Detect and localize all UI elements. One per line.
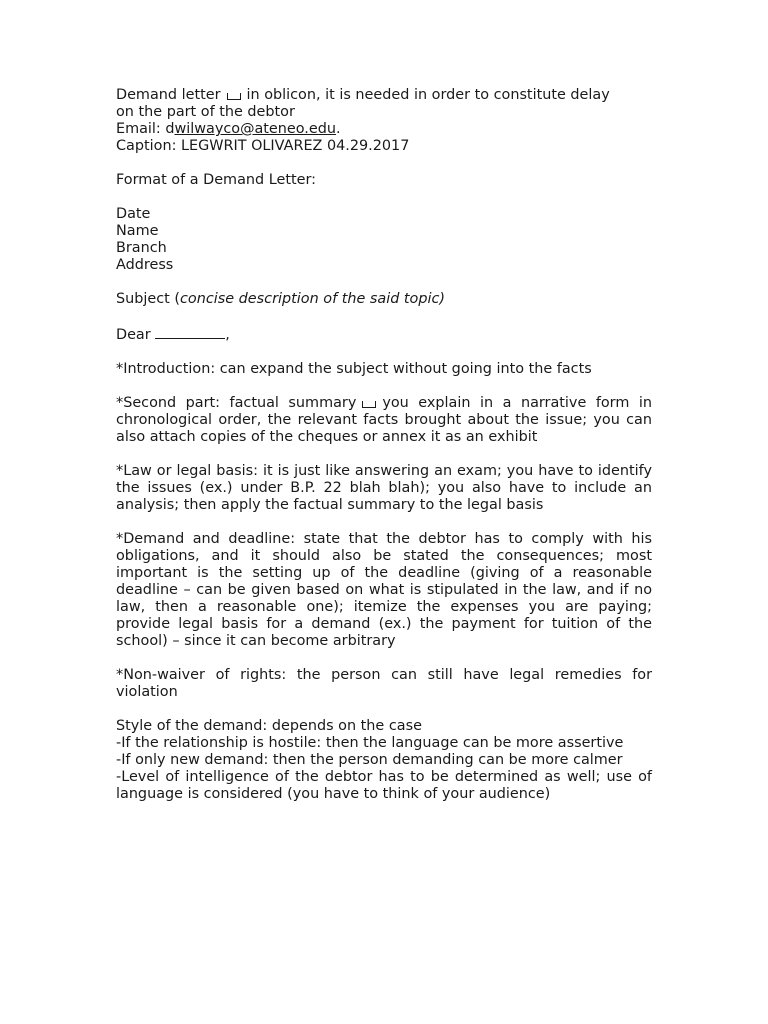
subject-line [116,291,652,308]
style-new-demand: -If only new demand: then the person demanding can be more calmer [116,752,623,768]
spacer [116,650,652,667]
dear-label: Dear [116,327,151,343]
spacer [116,155,652,172]
dear-comma: , [225,327,230,343]
style-intelligence: -Level of intelligence of the debtor has to be determined as well; use of language is considered (you have to think of your audience) [116,769,652,802]
demand-letter-rest: in oblicon, it is needed in order to constitute delay [246,87,610,103]
document-body [116,87,652,803]
email-end: . [336,121,341,137]
dear-line [116,325,652,344]
field-date: Date [116,206,151,222]
field-name: Name [116,223,159,239]
demand-letter-line [116,87,652,104]
style-title: Style of the demand: depends on the case [116,718,422,734]
placeholder-symbol-icon [227,93,241,100]
introduction-paragraph: *Introduction: can expand the subject without going into the facts [116,361,592,377]
caption-line: Caption: LEGWRIT OLIVAREZ 04.29.2017 [116,138,410,154]
spacer [116,446,652,463]
format-title: Format of a Demand Letter: [116,172,316,188]
non-waiver-paragraph: *Non-waiver of rights: the person can still have legal remedies for violation [116,667,652,700]
style-hostile: -If the relationship is hostile: then the language can be more assertive [116,735,624,751]
dear-blank [155,325,225,339]
email-link[interactable]: wilwayco@ateneo.edu [174,121,336,137]
email-label: Email: d [116,121,175,137]
spacer [116,701,652,718]
field-address: Address [116,257,174,273]
subject-description: concise description of the said topic) [180,291,446,307]
spacer [116,308,652,325]
second-part-paragraph [116,395,652,446]
spacer [116,378,652,395]
subject-label: Subject ( [116,291,180,307]
placeholder-symbol-icon [362,401,376,408]
second-part-text: you explain in a narrative form in chronological order, the relevant facts brought about the issue; you can also attach copies of the cheques or annex it as an exhibit [116,395,652,445]
spacer [116,274,652,291]
spacer [116,514,652,531]
second-part-label: *Second part: factual summary [116,395,357,411]
spacer [116,344,652,361]
email-line [116,121,652,138]
spacer [116,189,652,206]
demand-letter-line2: on the part of the debtor [116,104,295,120]
law-paragraph: *Law or legal basis: it is just like answering an exam; you have to identify the issues (ex.) under B.P. 22 blah blah); you also have to include an analysis; then apply the factual summary to the legal basis [116,463,652,513]
field-branch: Branch [116,240,167,256]
demand-deadline-paragraph: *Demand and deadline: state that the debtor has to comply with his obligations, and it should also be stated the consequences; most important is the setting up of the deadline (giving of a reasonable deadline – can be given based on what is stipulated in the law, and if no law, then a reasonable one); itemize the expenses you are paying; provide legal basis for a demand (ex.) the payment for tuition of the school) – since it can become arbitrary [116,531,652,649]
demand-letter-text: Demand letter [116,87,221,103]
